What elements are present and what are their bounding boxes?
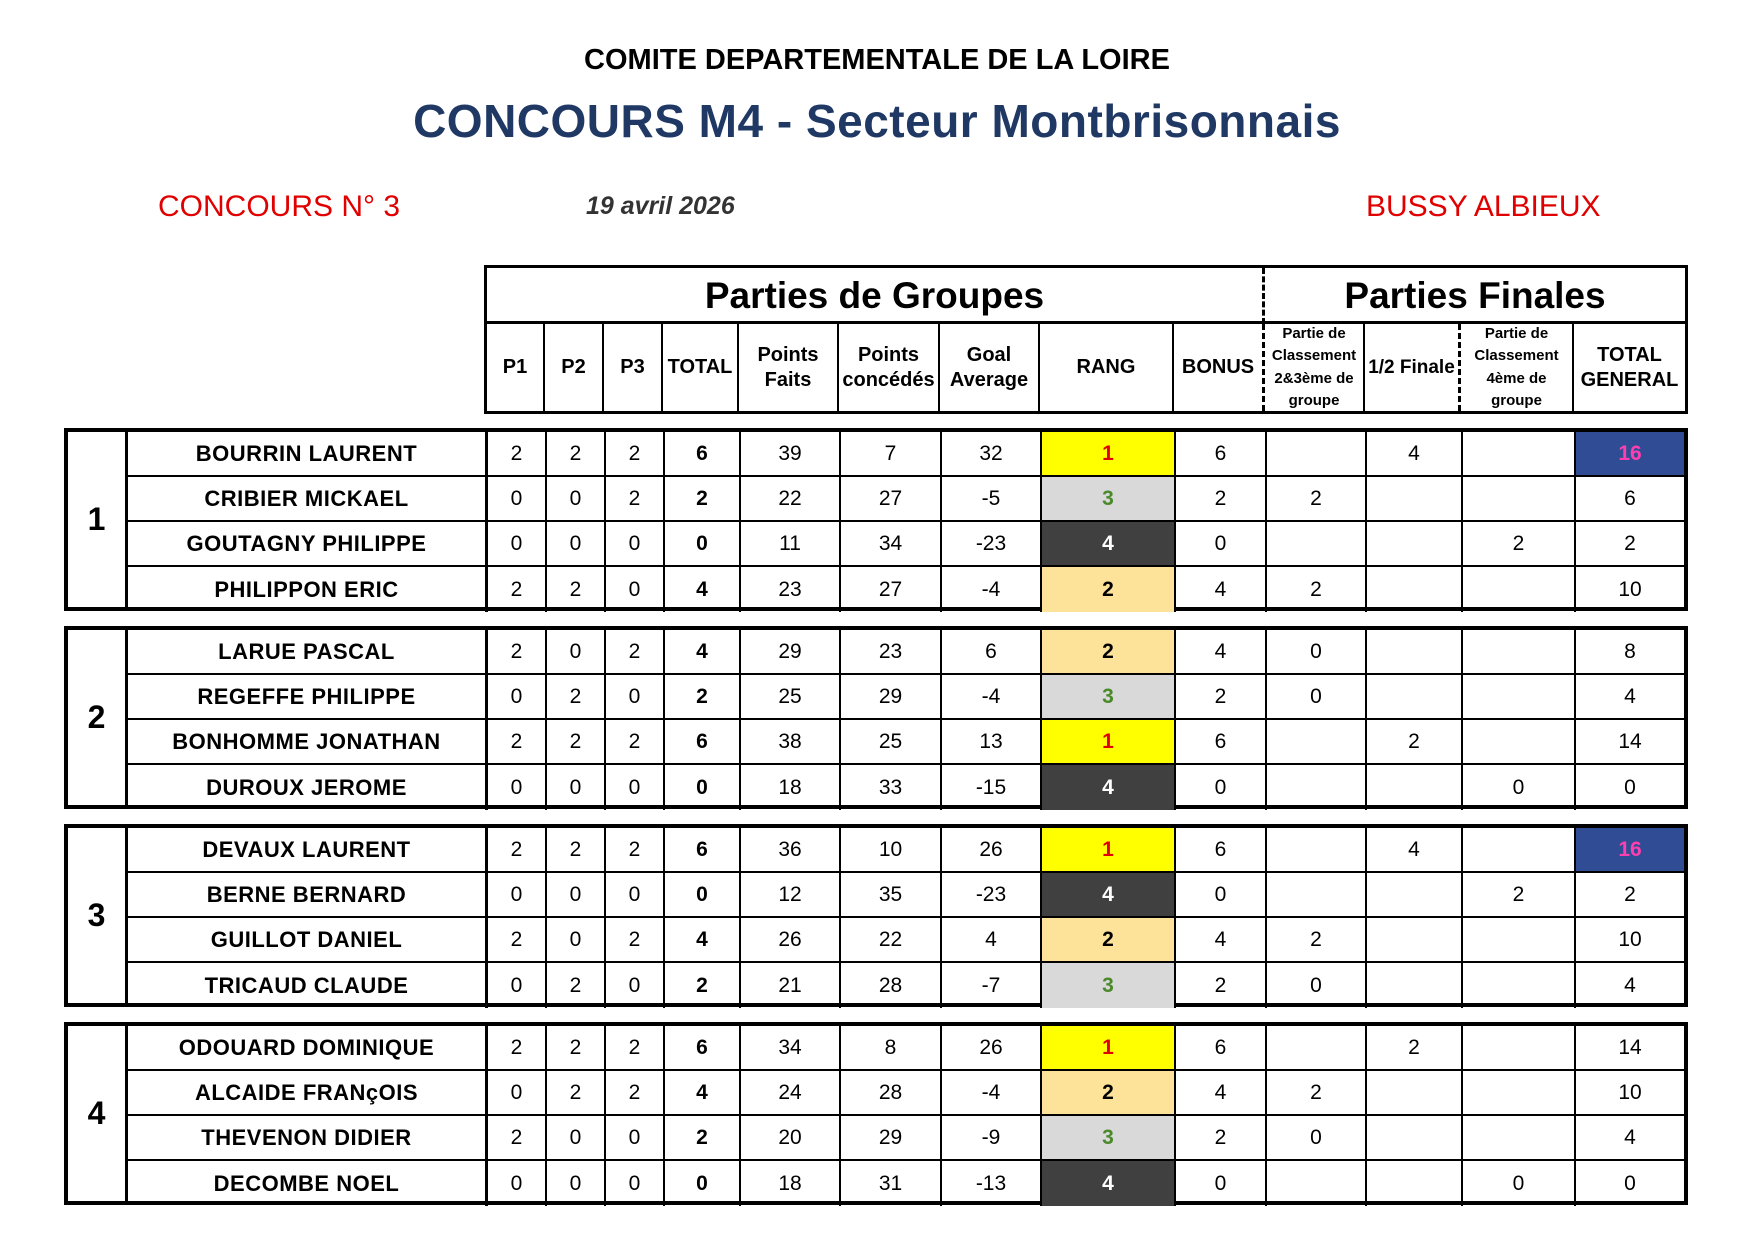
cell-p3: 2 xyxy=(606,1071,665,1116)
cell-name: TRICAUD CLAUDE xyxy=(128,963,488,1008)
cell-total: 0 xyxy=(665,765,741,810)
cell-p1: 0 xyxy=(488,963,547,1008)
cell-p1: 2 xyxy=(488,1026,547,1071)
cell-p3: 0 xyxy=(606,765,665,810)
cell-demi-finale xyxy=(1367,630,1463,675)
cell-name: ODOUARD DOMINIQUE xyxy=(128,1026,488,1071)
cell-demi-finale xyxy=(1367,1071,1463,1116)
cell-classement-4 xyxy=(1463,432,1576,477)
cell-points-faits: 36 xyxy=(741,828,841,873)
cell-classement-4 xyxy=(1463,567,1576,612)
cell-p2: 2 xyxy=(547,828,606,873)
cell-classement-2-3: 0 xyxy=(1267,675,1367,720)
cell-goal-average: 26 xyxy=(942,1026,1042,1071)
cell-rang: 1 xyxy=(1042,1026,1176,1071)
cell-p1: 0 xyxy=(488,1161,547,1206)
col-header-goal-average: Goal Average xyxy=(940,324,1040,411)
cell-points-concedes: 8 xyxy=(841,1026,942,1071)
cell-demi-finale xyxy=(1367,1116,1463,1161)
cell-p2: 2 xyxy=(547,1071,606,1116)
cell-classement-2-3: 2 xyxy=(1267,1071,1367,1116)
cell-rang: 4 xyxy=(1042,1161,1176,1206)
cell-points-faits: 24 xyxy=(741,1071,841,1116)
cell-points-concedes: 7 xyxy=(841,432,942,477)
group-block xyxy=(64,626,1688,809)
cell-p2: 2 xyxy=(547,963,606,1008)
cell-total-general: 10 xyxy=(1576,918,1684,963)
col-header-total: TOTAL xyxy=(663,324,739,411)
cell-points-concedes: 29 xyxy=(841,1116,942,1161)
cell-classement-2-3: 2 xyxy=(1267,567,1367,612)
cell-classement-4 xyxy=(1463,720,1576,765)
cell-demi-finale xyxy=(1367,567,1463,612)
cell-points-concedes: 22 xyxy=(841,918,942,963)
cell-demi-finale xyxy=(1367,477,1463,522)
cell-bonus: 0 xyxy=(1176,873,1267,918)
table-row xyxy=(128,1161,1684,1206)
cell-total-general: 14 xyxy=(1576,1026,1684,1071)
cell-p3: 0 xyxy=(606,963,665,1008)
cell-demi-finale xyxy=(1367,1161,1463,1206)
cell-points-concedes: 33 xyxy=(841,765,942,810)
cell-bonus: 2 xyxy=(1176,1116,1267,1161)
cell-name: LARUE PASCAL xyxy=(128,630,488,675)
cell-total: 6 xyxy=(665,720,741,765)
cell-total-general: 6 xyxy=(1576,477,1684,522)
table-row xyxy=(128,720,1684,765)
cell-p3: 0 xyxy=(606,675,665,720)
cell-goal-average: -23 xyxy=(942,873,1042,918)
cell-demi-finale xyxy=(1367,963,1463,1008)
col-header-p3: P3 xyxy=(604,324,663,411)
cell-p2: 2 xyxy=(547,720,606,765)
cell-classement-2-3 xyxy=(1267,1161,1367,1206)
table-row xyxy=(128,675,1684,720)
cell-bonus: 2 xyxy=(1176,963,1267,1008)
cell-p1: 2 xyxy=(488,918,547,963)
cell-points-concedes: 31 xyxy=(841,1161,942,1206)
cell-p2: 0 xyxy=(547,522,606,567)
cell-points-faits: 29 xyxy=(741,630,841,675)
cell-goal-average: -7 xyxy=(942,963,1042,1008)
cell-name: DECOMBE NOEL xyxy=(128,1161,488,1206)
cell-rang: 3 xyxy=(1042,477,1176,522)
cell-p3: 2 xyxy=(606,828,665,873)
cell-total-general: 16 xyxy=(1576,828,1684,873)
cell-classement-4 xyxy=(1463,918,1576,963)
cell-points-faits: 18 xyxy=(741,765,841,810)
cell-points-faits: 25 xyxy=(741,675,841,720)
table-row xyxy=(128,1116,1684,1161)
cell-points-concedes: 28 xyxy=(841,963,942,1008)
cell-points-faits: 21 xyxy=(741,963,841,1008)
cell-p3: 2 xyxy=(606,432,665,477)
cell-points-faits: 23 xyxy=(741,567,841,612)
cell-p3: 0 xyxy=(606,567,665,612)
cell-points-faits: 26 xyxy=(741,918,841,963)
group-number: 3 xyxy=(68,828,128,1003)
cell-classement-2-3: 0 xyxy=(1267,1116,1367,1161)
cell-classement-4: 2 xyxy=(1463,522,1576,567)
cell-rang: 3 xyxy=(1042,963,1176,1008)
cell-goal-average: -4 xyxy=(942,567,1042,612)
cell-name: THEVENON DIDIER xyxy=(128,1116,488,1161)
cell-name: GOUTAGNY PHILIPPE xyxy=(128,522,488,567)
cell-rang: 2 xyxy=(1042,918,1176,963)
cell-p3: 2 xyxy=(606,477,665,522)
table-row xyxy=(128,630,1684,675)
cell-total: 2 xyxy=(665,1116,741,1161)
cell-points-faits: 39 xyxy=(741,432,841,477)
cell-goal-average: 6 xyxy=(942,630,1042,675)
cell-total: 2 xyxy=(665,477,741,522)
cell-goal-average: -23 xyxy=(942,522,1042,567)
cell-points-faits: 20 xyxy=(741,1116,841,1161)
table-header xyxy=(484,265,1688,414)
cell-p3: 0 xyxy=(606,1161,665,1206)
table-row xyxy=(128,432,1684,477)
cell-bonus: 6 xyxy=(1176,1026,1267,1071)
cell-p2: 0 xyxy=(547,1116,606,1161)
cell-classement-2-3 xyxy=(1267,432,1367,477)
col-header-rang: RANG xyxy=(1040,324,1174,411)
page-title: CONCOURS M4 - Secteur Montbrisonnais xyxy=(413,95,1341,147)
group-block xyxy=(64,1022,1688,1205)
cell-total: 4 xyxy=(665,918,741,963)
cell-goal-average: -15 xyxy=(942,765,1042,810)
cell-bonus: 4 xyxy=(1176,1071,1267,1116)
cell-classement-4 xyxy=(1463,963,1576,1008)
cell-rang: 3 xyxy=(1042,675,1176,720)
cell-p2: 0 xyxy=(547,477,606,522)
cell-total-general: 16 xyxy=(1576,432,1684,477)
cell-demi-finale xyxy=(1367,918,1463,963)
cell-total: 4 xyxy=(665,1071,741,1116)
cell-p3: 2 xyxy=(606,1026,665,1071)
cell-goal-average: 13 xyxy=(942,720,1042,765)
cell-classement-2-3 xyxy=(1267,765,1367,810)
cell-points-concedes: 28 xyxy=(841,1071,942,1116)
group-block xyxy=(64,824,1688,1007)
cell-total-general: 2 xyxy=(1576,873,1684,918)
cell-p1: 2 xyxy=(488,1116,547,1161)
cell-classement-4: 0 xyxy=(1463,765,1576,810)
group-number: 2 xyxy=(68,630,128,805)
cell-bonus: 2 xyxy=(1176,477,1267,522)
cell-name: REGEFFE PHILIPPE xyxy=(128,675,488,720)
cell-total: 6 xyxy=(665,1026,741,1071)
event-date: 19 avril 2026 xyxy=(586,192,735,220)
cell-classement-2-3 xyxy=(1267,1026,1367,1071)
cell-total-general: 4 xyxy=(1576,675,1684,720)
cell-name: GUILLOT DANIEL xyxy=(128,918,488,963)
cell-demi-finale: 4 xyxy=(1367,432,1463,477)
cell-points-concedes: 27 xyxy=(841,567,942,612)
cell-p2: 0 xyxy=(547,630,606,675)
table-row xyxy=(128,918,1684,963)
cell-points-concedes: 35 xyxy=(841,873,942,918)
col-header-points-concedes: Points concédés xyxy=(839,324,940,411)
cell-p1: 0 xyxy=(488,675,547,720)
cell-total: 2 xyxy=(665,675,741,720)
cell-demi-finale: 2 xyxy=(1367,1026,1463,1071)
cell-name: DUROUX JEROME xyxy=(128,765,488,810)
cell-name: ALCAIDE FRANçOIS xyxy=(128,1071,488,1116)
cell-classement-4 xyxy=(1463,828,1576,873)
cell-points-concedes: 27 xyxy=(841,477,942,522)
group-number: 4 xyxy=(68,1026,128,1201)
cell-total: 4 xyxy=(665,567,741,612)
cell-bonus: 6 xyxy=(1176,828,1267,873)
cell-p1: 2 xyxy=(488,828,547,873)
cell-classement-2-3: 2 xyxy=(1267,477,1367,522)
cell-points-concedes: 10 xyxy=(841,828,942,873)
cell-name: BONHOMME JONATHAN xyxy=(128,720,488,765)
table-row xyxy=(128,765,1684,810)
cell-goal-average: -13 xyxy=(942,1161,1042,1206)
cell-goal-average: -5 xyxy=(942,477,1042,522)
cell-points-concedes: 25 xyxy=(841,720,942,765)
cell-rang: 4 xyxy=(1042,522,1176,567)
cell-rang: 4 xyxy=(1042,765,1176,810)
group-number: 1 xyxy=(68,432,128,607)
cell-points-faits: 22 xyxy=(741,477,841,522)
cell-p2: 0 xyxy=(547,765,606,810)
cell-bonus: 6 xyxy=(1176,432,1267,477)
cell-classement-4 xyxy=(1463,630,1576,675)
cell-classement-2-3 xyxy=(1267,873,1367,918)
cell-bonus: 0 xyxy=(1176,522,1267,567)
cell-classement-4 xyxy=(1463,1071,1576,1116)
cell-p1: 2 xyxy=(488,567,547,612)
cell-p3: 2 xyxy=(606,918,665,963)
cell-p1: 2 xyxy=(488,720,547,765)
cell-total: 0 xyxy=(665,1161,741,1206)
cell-classement-2-3: 0 xyxy=(1267,630,1367,675)
cell-total-general: 4 xyxy=(1624,973,1636,997)
cell-demi-finale: 4 xyxy=(1367,828,1463,873)
cell-p1: 2 xyxy=(488,630,547,675)
cell-total: 4 xyxy=(665,630,741,675)
cell-points-faits: 38 xyxy=(741,720,841,765)
cell-points-concedes: 34 xyxy=(841,522,942,567)
cell-p2: 0 xyxy=(547,873,606,918)
table-row xyxy=(128,477,1684,522)
cell-p1: 0 xyxy=(488,1071,547,1116)
cell-total-general: 0 xyxy=(1624,1171,1636,1195)
cell-total: 2 xyxy=(665,963,741,1008)
cell-p3: 2 xyxy=(606,630,665,675)
cell-p2: 2 xyxy=(547,675,606,720)
cell-bonus: 2 xyxy=(1176,675,1267,720)
cell-p3: 0 xyxy=(606,522,665,567)
group-block xyxy=(64,428,1688,611)
cell-bonus: 0 xyxy=(1176,1161,1267,1206)
cell-name: DEVAUX LAURENT xyxy=(128,828,488,873)
cell-goal-average: 26 xyxy=(942,828,1042,873)
event-location: BUSSY ALBIEUX xyxy=(1366,190,1601,223)
table-row xyxy=(128,1071,1684,1116)
cell-rang: 2 xyxy=(1042,630,1176,675)
cell-p3: 0 xyxy=(606,873,665,918)
col-header-classement-4: Partie de Classement 4ème de groupe xyxy=(1461,324,1574,411)
cell-classement-2-3 xyxy=(1267,522,1367,567)
cell-total: 0 xyxy=(665,522,741,567)
cell-points-faits: 18 xyxy=(741,1161,841,1206)
cell-p1: 2 xyxy=(488,432,547,477)
cell-total-general: 0 xyxy=(1624,775,1636,799)
cell-goal-average: 32 xyxy=(942,432,1042,477)
cell-p1: 0 xyxy=(488,765,547,810)
section-title-groupes: Parties de Groupes xyxy=(487,268,1265,324)
cell-rang: 3 xyxy=(1042,1116,1176,1161)
cell-p3: 0 xyxy=(606,1116,665,1161)
cell-classement-4 xyxy=(1463,675,1576,720)
table-row xyxy=(128,828,1684,873)
cell-name: PHILIPPON ERIC xyxy=(128,567,488,612)
cell-total-general: 10 xyxy=(1618,577,1642,601)
cell-total: 6 xyxy=(665,432,741,477)
cell-rang: 1 xyxy=(1042,828,1176,873)
table-row xyxy=(128,1026,1684,1071)
cell-total-general: 4 xyxy=(1576,1116,1684,1161)
col-header-p1: P1 xyxy=(487,324,545,411)
cell-demi-finale xyxy=(1367,873,1463,918)
table-row xyxy=(128,567,1684,612)
col-header-demi-finale: 1/2 Finale xyxy=(1365,324,1461,411)
cell-classement-4 xyxy=(1463,477,1576,522)
concours-number: CONCOURS N° 3 xyxy=(158,190,401,223)
cell-classement-2-3: 0 xyxy=(1267,963,1367,1008)
cell-classement-4: 0 xyxy=(1463,1161,1576,1206)
cell-p2: 2 xyxy=(547,567,606,612)
cell-total-general: 2 xyxy=(1576,522,1684,567)
cell-bonus: 4 xyxy=(1176,918,1267,963)
cell-goal-average: -9 xyxy=(942,1116,1042,1161)
col-header-classement-2-3: Partie de Classement 2&3ème de groupe xyxy=(1265,324,1365,411)
table-row xyxy=(128,522,1684,567)
cell-name: BOURRIN LAURENT xyxy=(128,432,488,477)
cell-classement-2-3 xyxy=(1267,828,1367,873)
cell-p2: 2 xyxy=(547,432,606,477)
cell-bonus: 6 xyxy=(1176,720,1267,765)
cell-classement-4 xyxy=(1463,1116,1576,1161)
cell-points-faits: 12 xyxy=(741,873,841,918)
cell-total-general: 8 xyxy=(1576,630,1684,675)
cell-p2: 0 xyxy=(547,918,606,963)
cell-classement-2-3 xyxy=(1267,720,1367,765)
cell-bonus: 4 xyxy=(1176,630,1267,675)
cell-name: BERNE BERNARD xyxy=(128,873,488,918)
cell-goal-average: -4 xyxy=(942,1071,1042,1116)
col-header-points-faits: Points Faits xyxy=(739,324,839,411)
cell-total: 6 xyxy=(665,828,741,873)
cell-demi-finale xyxy=(1367,675,1463,720)
cell-classement-4: 2 xyxy=(1463,873,1576,918)
cell-points-concedes: 29 xyxy=(841,675,942,720)
cell-rang: 1 xyxy=(1042,432,1176,477)
col-header-bonus: BONUS xyxy=(1174,324,1265,411)
cell-p1: 0 xyxy=(488,873,547,918)
col-header-p2: P2 xyxy=(545,324,604,411)
cell-classement-2-3: 2 xyxy=(1267,918,1367,963)
cell-rang: 2 xyxy=(1042,567,1176,612)
cell-total: 0 xyxy=(665,873,741,918)
cell-p1: 0 xyxy=(488,477,547,522)
cell-points-faits: 11 xyxy=(741,522,841,567)
cell-rang: 2 xyxy=(1042,1071,1176,1116)
cell-goal-average: -4 xyxy=(942,675,1042,720)
cell-bonus: 4 xyxy=(1176,567,1267,612)
cell-p3: 2 xyxy=(606,720,665,765)
section-title-finales: Parties Finales xyxy=(1265,268,1685,324)
cell-rang: 4 xyxy=(1042,873,1176,918)
cell-p2: 2 xyxy=(547,1026,606,1071)
cell-total-general: 14 xyxy=(1576,720,1684,765)
cell-total-general: 10 xyxy=(1576,1071,1684,1116)
cell-demi-finale xyxy=(1367,765,1463,810)
table-row xyxy=(128,963,1684,1008)
cell-rang: 1 xyxy=(1042,720,1176,765)
cell-points-concedes: 23 xyxy=(841,630,942,675)
cell-name: CRIBIER MICKAEL xyxy=(128,477,488,522)
cell-p1: 0 xyxy=(488,522,547,567)
table-row xyxy=(128,873,1684,918)
col-header-total-general: TOTAL GENERAL xyxy=(1580,343,1679,391)
cell-points-faits: 34 xyxy=(741,1026,841,1071)
cell-demi-finale xyxy=(1367,522,1463,567)
cell-classement-4 xyxy=(1463,1026,1576,1071)
cell-demi-finale: 2 xyxy=(1367,720,1463,765)
organization-title: COMITE DEPARTEMENTALE DE LA LOIRE xyxy=(584,44,1170,76)
cell-bonus: 0 xyxy=(1176,765,1267,810)
cell-p2: 0 xyxy=(547,1161,606,1206)
cell-goal-average: 4 xyxy=(942,918,1042,963)
